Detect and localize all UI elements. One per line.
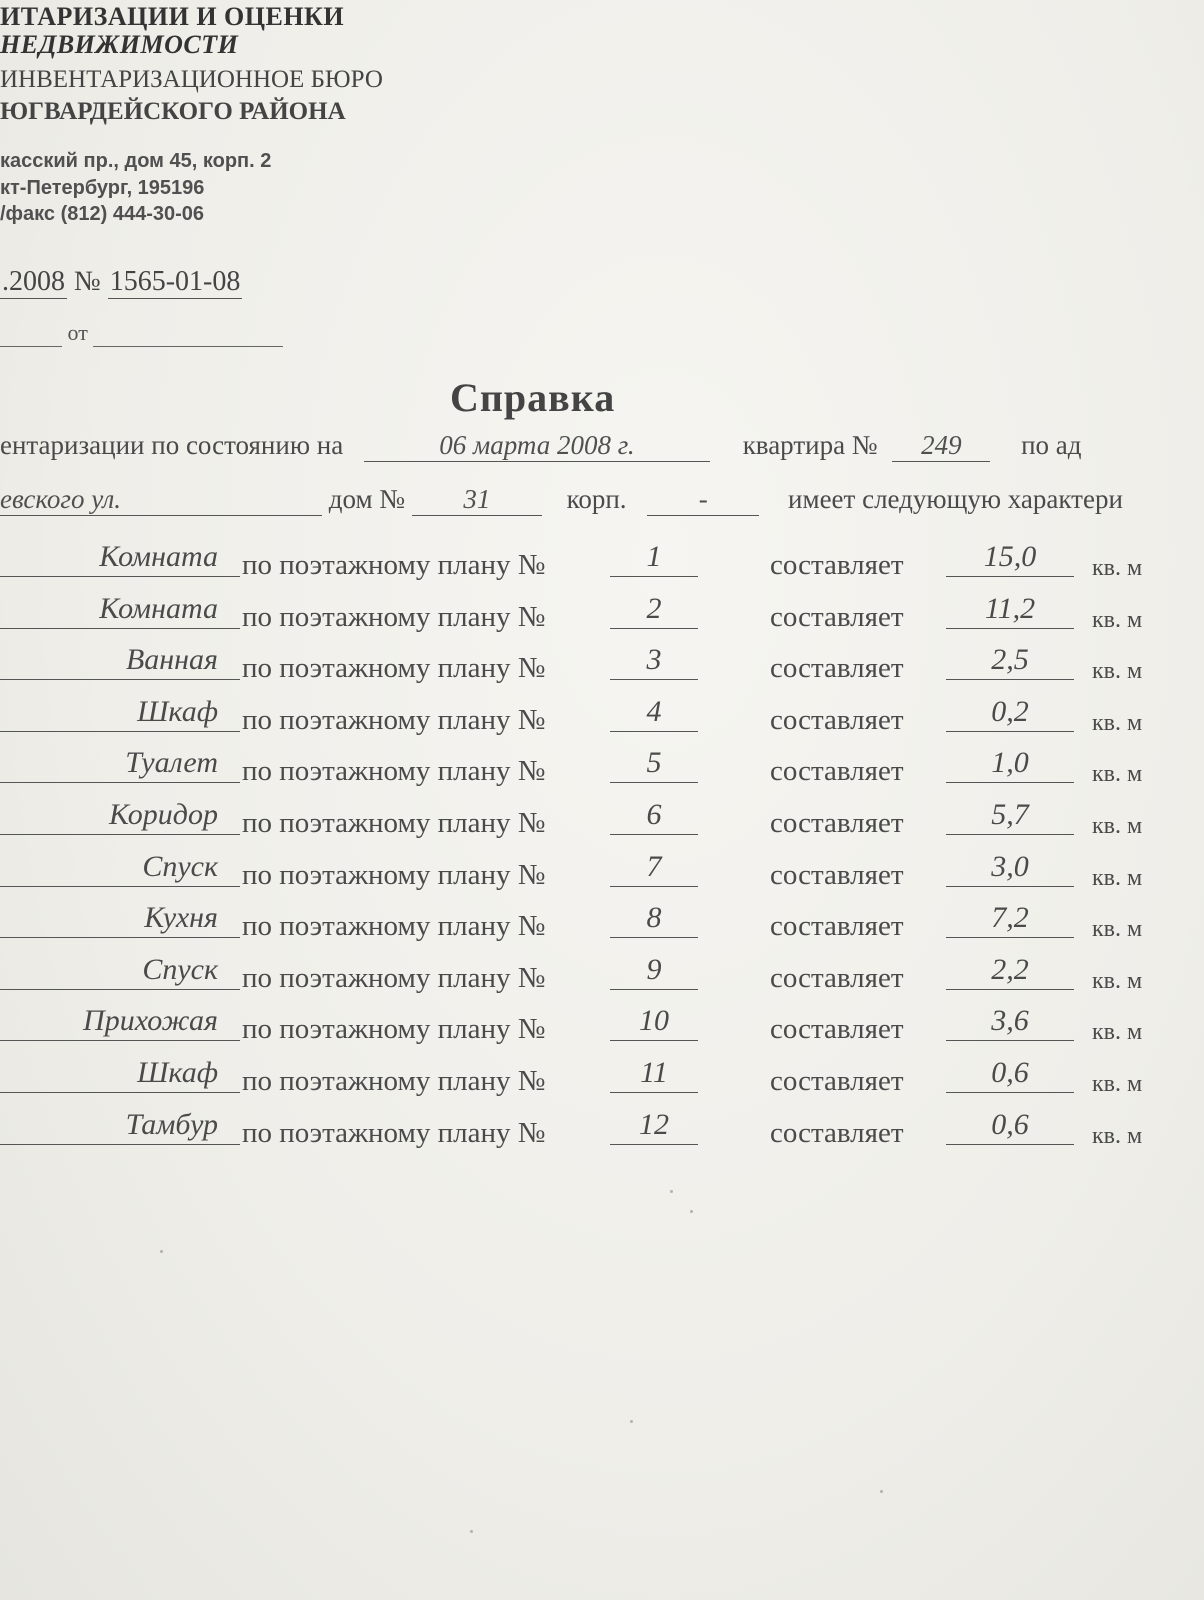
- room-name-field: [0, 852, 240, 887]
- plan-number-field: [610, 1058, 698, 1093]
- plan-number: 7: [646, 850, 662, 883]
- room-name-field: [0, 697, 240, 732]
- area-unit: кв. м: [1092, 813, 1143, 839]
- room-name: Кухня: [144, 901, 218, 934]
- area-value: 5,7: [991, 798, 1029, 831]
- plan-label: по поэтажному плану №: [242, 601, 546, 633]
- apartment-label: квартира №: [742, 430, 878, 460]
- area-field: [946, 748, 1074, 783]
- plan-label: по поэтажному плану №: [242, 1065, 546, 1097]
- bureau-name-line1: ИНВЕНТАРИЗАЦИОННОЕ БЮРО: [0, 66, 383, 93]
- area-value: 0,6: [991, 1108, 1029, 1141]
- room-row: [0, 800, 1204, 846]
- plan-number: 11: [640, 1056, 668, 1089]
- area-label: составляет: [770, 859, 904, 891]
- room-name: Шкаф: [137, 695, 218, 728]
- intro-line-1: [0, 430, 1082, 462]
- korp-value: -: [647, 484, 759, 516]
- address-phone: /факс (812) 444-30-06: [0, 203, 205, 225]
- room-row: [0, 852, 1204, 898]
- area-unit: кв. м: [1092, 1071, 1143, 1097]
- house-number: 31: [412, 484, 542, 516]
- paper-speck: [470, 1530, 473, 1533]
- room-row: [0, 1110, 1204, 1156]
- area-value: 2,2: [991, 953, 1029, 986]
- room-name-field: [0, 903, 240, 938]
- area-unit: кв. м: [1092, 1019, 1143, 1045]
- from-label: от: [67, 320, 88, 345]
- room-name: Туалет: [125, 746, 218, 779]
- area-unit: кв. м: [1092, 865, 1143, 891]
- area-value: 11,2: [984, 592, 1036, 625]
- plan-label: по поэтажному плану №: [242, 807, 546, 839]
- registration-line: [0, 266, 242, 299]
- area-label: составляет: [770, 549, 904, 581]
- room-name: Комната: [99, 540, 218, 573]
- area-value: 3,0: [991, 850, 1029, 883]
- room-row: [0, 645, 1204, 691]
- bureau-name-line2: ЮГВАРДЕЙСКОГО РАЙОНА: [0, 98, 346, 125]
- paper-speck: [160, 1250, 163, 1253]
- area-label: составляет: [770, 652, 904, 684]
- plan-number-field: [610, 1110, 698, 1145]
- plan-number: 12: [639, 1108, 669, 1141]
- plan-label: по поэтажному плану №: [242, 549, 546, 581]
- area-unit: кв. м: [1092, 1123, 1143, 1149]
- paper-speck: [670, 1190, 673, 1193]
- plan-number-field: [610, 697, 698, 732]
- from-blank-left: [0, 320, 62, 347]
- inventory-prefix: ентаризации по состоянию на: [0, 430, 344, 460]
- area-value: 3,6: [991, 1004, 1029, 1037]
- plan-number-field: [610, 748, 698, 783]
- room-name-field: [0, 955, 240, 990]
- plan-number: 5: [646, 746, 662, 779]
- area-unit: кв. м: [1092, 968, 1143, 994]
- address-street: касский пр., дом 45, корп. 2: [0, 150, 272, 172]
- room-name: Спуск: [142, 850, 218, 883]
- room-name: Ванная: [125, 643, 218, 676]
- plan-number: 8: [646, 901, 662, 934]
- room-row: [0, 542, 1204, 588]
- plan-label: по поэтажному плану №: [242, 704, 546, 736]
- intro-line-2: [0, 484, 1123, 516]
- room-name-field: [0, 542, 240, 577]
- area-label: составляет: [770, 1013, 904, 1045]
- area-field: [946, 1110, 1074, 1145]
- from-line: [0, 320, 283, 347]
- room-name: Коридор: [109, 798, 218, 831]
- room-name: Тамбур: [125, 1108, 218, 1141]
- plan-number: 1: [646, 540, 662, 573]
- plan-number: 6: [646, 798, 662, 831]
- plan-number: 2: [646, 592, 662, 625]
- from-blank-right: [93, 320, 283, 347]
- plan-label: по поэтажному плану №: [242, 1117, 546, 1149]
- room-name-field: [0, 1110, 240, 1145]
- house-label: дом №: [328, 484, 406, 514]
- room-name: Прихожая: [83, 1004, 218, 1037]
- plan-number: 10: [639, 1004, 669, 1037]
- area-value: 0,2: [991, 695, 1029, 728]
- area-label: составляет: [770, 962, 904, 994]
- room-row: [0, 748, 1204, 794]
- room-name-field: [0, 800, 240, 835]
- area-field: [946, 852, 1074, 887]
- plan-number: 9: [646, 953, 662, 986]
- room-row: [0, 1006, 1204, 1052]
- address-suffix: по ад: [1021, 430, 1082, 460]
- area-field: [946, 1058, 1074, 1093]
- area-label: составляет: [770, 755, 904, 787]
- room-name-field: [0, 1058, 240, 1093]
- plan-number: 4: [646, 695, 662, 728]
- plan-number-field: [610, 1006, 698, 1041]
- area-unit: кв. м: [1092, 607, 1143, 633]
- area-label: составляет: [770, 1117, 904, 1149]
- characteristics-suffix: имеет следующую характери: [788, 484, 1123, 514]
- inventory-date: 06 марта 2008 г.: [364, 430, 710, 462]
- plan-number-field: [610, 542, 698, 577]
- area-value: 2,5: [991, 643, 1029, 676]
- area-unit: кв. м: [1092, 658, 1143, 684]
- plan-label: по поэтажному плану №: [242, 1013, 546, 1045]
- plan-number-field: [610, 800, 698, 835]
- area-label: составляет: [770, 910, 904, 942]
- registration-number-label: №: [74, 266, 101, 297]
- area-field: [946, 955, 1074, 990]
- area-unit: кв. м: [1092, 710, 1143, 736]
- area-value: 1,0: [991, 746, 1029, 779]
- room-name-field: [0, 645, 240, 680]
- area-value: 0,6: [991, 1056, 1029, 1089]
- registration-date: .2008: [2, 266, 65, 297]
- area-field: [946, 645, 1074, 680]
- room-row: [0, 594, 1204, 640]
- area-value: 15,0: [983, 540, 1037, 573]
- paper-speck: [630, 1420, 633, 1423]
- room-name-field: [0, 1006, 240, 1041]
- plan-number-field: [610, 955, 698, 990]
- apartment-number: 249: [892, 430, 990, 462]
- room-row: [0, 1058, 1204, 1104]
- paper-speck: [880, 1490, 883, 1493]
- paper-speck: [690, 1210, 693, 1213]
- room-row: [0, 697, 1204, 743]
- registration-number: 1565-01-08: [109, 266, 241, 297]
- street-name: евского ул.: [0, 484, 322, 516]
- plan-number-field: [610, 852, 698, 887]
- plan-label: по поэтажному плану №: [242, 859, 546, 891]
- plan-label: по поэтажному плану №: [242, 910, 546, 942]
- area-value: 7,2: [991, 901, 1029, 934]
- area-field: [946, 697, 1074, 732]
- area-field: [946, 1006, 1074, 1041]
- room-row: [0, 903, 1204, 949]
- area-unit: кв. м: [1092, 916, 1143, 942]
- plan-label: по поэтажному плану №: [242, 962, 546, 994]
- area-unit: кв. м: [1092, 555, 1143, 581]
- room-name: Спуск: [142, 953, 218, 986]
- plan-label: по поэтажному плану №: [242, 755, 546, 787]
- plan-number: 3: [646, 643, 662, 676]
- area-label: составляет: [770, 1065, 904, 1097]
- room-name: Комната: [99, 592, 218, 625]
- org-name-line1: ИТАРИЗАЦИИ И ОЦЕНКИ: [0, 2, 345, 31]
- area-unit: кв. м: [1092, 761, 1143, 787]
- area-label: составляет: [770, 704, 904, 736]
- org-name-line2: НЕДВИЖИМОСТИ: [0, 30, 239, 59]
- korp-label: корп.: [566, 484, 627, 514]
- area-label: составляет: [770, 807, 904, 839]
- area-label: составляет: [770, 601, 904, 633]
- room-name-field: [0, 594, 240, 629]
- plan-number-field: [610, 903, 698, 938]
- area-field: [946, 903, 1074, 938]
- room-name: Шкаф: [137, 1056, 218, 1089]
- area-field: [946, 800, 1074, 835]
- address-city: кт-Петербург, 195196: [0, 177, 205, 199]
- area-field: [946, 542, 1074, 577]
- area-field: [946, 594, 1074, 629]
- plan-number-field: [610, 645, 698, 680]
- plan-label: по поэтажному плану №: [242, 652, 546, 684]
- room-row: [0, 955, 1204, 1001]
- room-name-field: [0, 748, 240, 783]
- document-title: Справка: [450, 375, 616, 420]
- plan-number-field: [610, 594, 698, 629]
